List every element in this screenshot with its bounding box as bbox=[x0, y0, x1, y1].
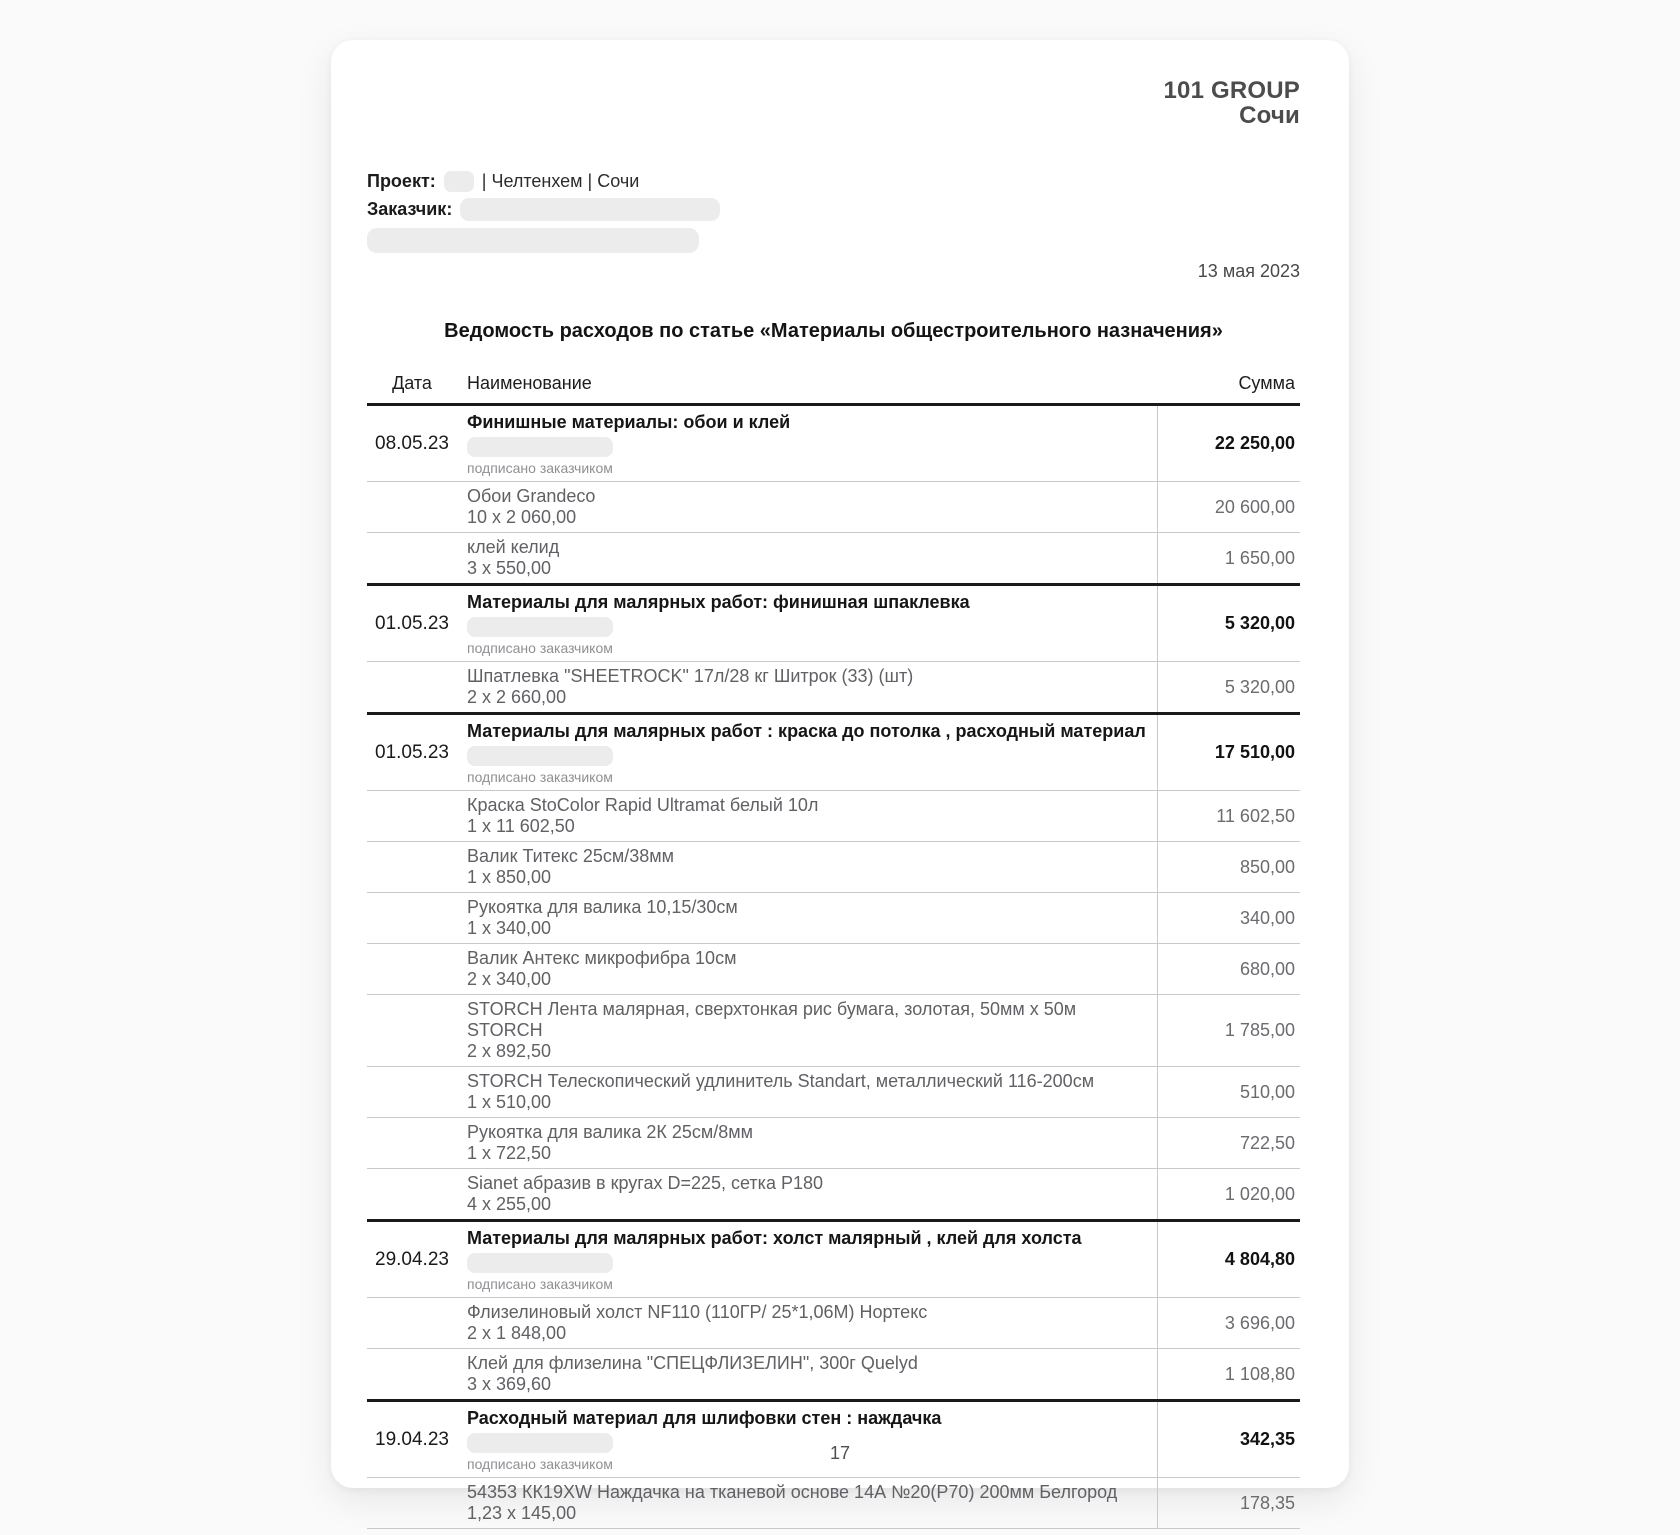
project-label: Проект: bbox=[367, 171, 436, 191]
expense-item-row bbox=[367, 944, 1300, 995]
item-qty: 2 x 1 848,00 bbox=[467, 1323, 567, 1343]
expense-group-row bbox=[367, 585, 1300, 662]
redacted-customer-details bbox=[367, 228, 699, 253]
item-sum: 680,00 bbox=[1157, 944, 1300, 995]
project-line bbox=[367, 170, 1300, 193]
expense-group-row bbox=[367, 714, 1300, 791]
item-date-empty bbox=[367, 1169, 457, 1221]
item-sum: 5 320,00 bbox=[1157, 662, 1300, 714]
expense-group-row bbox=[367, 1221, 1300, 1298]
page-number: 17 bbox=[829, 1443, 851, 1463]
document-date: 13 мая 2023 bbox=[1197, 261, 1300, 281]
signed-note: подписано заказчиком bbox=[467, 460, 613, 476]
item-name: STORCH Лента малярная, сверхтонкая рис бумага, золотая, 50мм x 50м STORCH bbox=[467, 999, 1077, 1040]
group-sum: 342,35 bbox=[1157, 1401, 1300, 1478]
item-qty: 3 x 550,00 bbox=[467, 558, 552, 578]
item-sum: 722,50 bbox=[1157, 1118, 1300, 1169]
expense-item-row bbox=[367, 791, 1300, 842]
item-name: Клей для флизелина "СПЕЦФЛИЗЕЛИН", 300г Quelyd bbox=[467, 1353, 918, 1373]
group-date: 01.05.23 bbox=[375, 612, 449, 634]
meta-block bbox=[367, 170, 1300, 253]
item-date-empty bbox=[367, 893, 457, 944]
item-date-empty bbox=[367, 482, 457, 533]
redacted-signature bbox=[467, 437, 613, 457]
expense-item-row bbox=[367, 662, 1300, 714]
group-date: 01.05.23 bbox=[375, 741, 449, 763]
item-sum: 1 108,80 bbox=[1157, 1349, 1300, 1401]
group-sum: 17 510,00 bbox=[1157, 714, 1300, 791]
item-sum: 1 020,00 bbox=[1157, 1169, 1300, 1221]
item-qty: 1 x 722,50 bbox=[467, 1143, 552, 1163]
expense-group-row bbox=[367, 1401, 1300, 1478]
expense-item-row bbox=[367, 1298, 1300, 1349]
expense-item-row bbox=[367, 1169, 1300, 1221]
redacted-customer-name bbox=[460, 198, 720, 221]
item-date-empty bbox=[367, 1118, 457, 1169]
item-name: Рукоятка для валика 2К 25см/8мм bbox=[467, 1122, 753, 1142]
expense-item-row bbox=[367, 1349, 1300, 1401]
item-sum: 510,00 bbox=[1157, 1067, 1300, 1118]
company-header bbox=[367, 78, 1300, 128]
group-date: 19.04.23 bbox=[375, 1428, 449, 1450]
company-name: 101 GROUP bbox=[1163, 77, 1300, 104]
item-name: Валик Титекс 25см/38мм bbox=[467, 846, 675, 866]
item-sum: 340,00 bbox=[1157, 893, 1300, 944]
expense-item-row bbox=[367, 1118, 1300, 1169]
item-sum: 1 785,00 bbox=[1157, 995, 1300, 1067]
item-sum: 850,00 bbox=[1157, 842, 1300, 893]
item-name: Валик Антекс микрофибра 10см bbox=[467, 948, 737, 968]
item-qty: 2 x 892,50 bbox=[467, 1041, 552, 1061]
group-title: Расходный материал для шлифовки стен : наждачка bbox=[467, 1408, 942, 1428]
item-sum: 3 696,00 bbox=[1157, 1298, 1300, 1349]
group-date: 29.04.23 bbox=[375, 1248, 449, 1270]
expense-item-row bbox=[367, 533, 1300, 585]
signed-note: подписано заказчиком bbox=[467, 640, 613, 656]
item-name: Рукоятка для валика 10,15/30см bbox=[467, 897, 738, 917]
signed-note: подписано заказчиком bbox=[467, 769, 613, 785]
expense-item-row bbox=[367, 893, 1300, 944]
item-qty: 1 x 11 602,50 bbox=[467, 816, 575, 836]
item-sum: 20 600,00 bbox=[1157, 482, 1300, 533]
group-sum: 4 804,80 bbox=[1157, 1221, 1300, 1298]
item-qty: 10 x 2 060,00 bbox=[467, 507, 577, 527]
expense-table bbox=[367, 373, 1300, 1529]
customer-label: Заказчик: bbox=[367, 199, 453, 219]
company-city: Сочи bbox=[1239, 102, 1300, 129]
expense-item-row bbox=[367, 995, 1300, 1067]
document-page bbox=[331, 40, 1349, 1523]
group-sum: 5 320,00 bbox=[1157, 585, 1300, 662]
item-name: Обои Grandeco bbox=[467, 486, 596, 506]
item-qty: 4 x 255,00 bbox=[467, 1194, 552, 1214]
customer-line-2 bbox=[367, 226, 1300, 253]
redacted-signature bbox=[467, 617, 613, 637]
group-title: Финишные материалы: обои и клей bbox=[467, 412, 791, 432]
item-name: Краска StoColor Rapid Ultramat белый 10л bbox=[467, 795, 819, 815]
item-date-empty bbox=[367, 1349, 457, 1401]
group-sum: 22 250,00 bbox=[1157, 405, 1300, 482]
document-title: Ведомость расходов по статье «Материалы общестроительного назначения» bbox=[444, 320, 1223, 342]
item-name: Шпатлевка "SHEETROCK" 17л/28 кг Шитрок (33) (шт) bbox=[467, 666, 914, 686]
project-value: | Челтенхем | Сочи bbox=[481, 171, 640, 191]
item-qty: 1,23 x 145,00 bbox=[467, 1503, 577, 1523]
item-name: Sianet абразив в кругах D=225, сетка P180 bbox=[467, 1173, 824, 1193]
signed-note: подписано заказчиком bbox=[467, 1456, 613, 1472]
customer-line bbox=[367, 198, 1300, 221]
item-name: клей келид bbox=[467, 537, 560, 557]
item-name: STORCH Телескопический удлинитель Standart, металлический 116-200см bbox=[467, 1071, 1095, 1091]
column-header-date: Дата bbox=[392, 373, 432, 393]
item-date-empty bbox=[367, 662, 457, 714]
redacted-signature bbox=[467, 746, 613, 766]
item-date-empty bbox=[367, 944, 457, 995]
item-name: 54353 КК19XW Наждачка на тканевой основе 14А №20(Р70) 200мм Белгород bbox=[467, 1482, 1118, 1502]
group-title: Материалы для малярных работ: финишная шпаклевка bbox=[467, 592, 970, 612]
group-title: Материалы для малярных работ : краска до потолка , расходный материал bbox=[467, 721, 1146, 741]
item-qty: 2 x 2 660,00 bbox=[467, 687, 567, 707]
column-header-sum: Сумма bbox=[1238, 373, 1295, 393]
expense-group-row bbox=[367, 405, 1300, 482]
expense-item-row bbox=[367, 842, 1300, 893]
item-sum: 178,35 bbox=[1157, 1478, 1300, 1529]
group-title: Материалы для малярных работ: холст малярный , клей для холста bbox=[467, 1228, 1082, 1248]
item-date-empty bbox=[367, 533, 457, 585]
redacted-signature bbox=[467, 1253, 613, 1273]
expense-item-row bbox=[367, 1067, 1300, 1118]
item-date-empty bbox=[367, 995, 457, 1067]
item-qty: 2 x 340,00 bbox=[467, 969, 552, 989]
item-date-empty bbox=[367, 1067, 457, 1118]
item-sum: 11 602,50 bbox=[1157, 791, 1300, 842]
item-date-empty bbox=[367, 791, 457, 842]
column-header-name: Наименование bbox=[467, 373, 592, 393]
item-date-empty bbox=[367, 1478, 457, 1529]
expense-item-row bbox=[367, 1478, 1300, 1529]
expense-item-row bbox=[367, 482, 1300, 533]
item-qty: 1 x 850,00 bbox=[467, 867, 552, 887]
item-qty: 3 x 369,60 bbox=[467, 1374, 552, 1394]
item-date-empty bbox=[367, 842, 457, 893]
signed-note: подписано заказчиком bbox=[467, 1276, 613, 1292]
item-qty: 1 x 340,00 bbox=[467, 918, 552, 938]
item-qty: 1 x 510,00 bbox=[467, 1092, 552, 1112]
redacted-project-code bbox=[444, 171, 474, 192]
item-date-empty bbox=[367, 1298, 457, 1349]
item-name: Флизелиновый холст NF110 (110ГР/ 25*1,06М) Нортекс bbox=[467, 1302, 928, 1322]
group-date: 08.05.23 bbox=[375, 432, 449, 454]
item-sum: 1 650,00 bbox=[1157, 533, 1300, 585]
table-header-row bbox=[367, 373, 1300, 405]
